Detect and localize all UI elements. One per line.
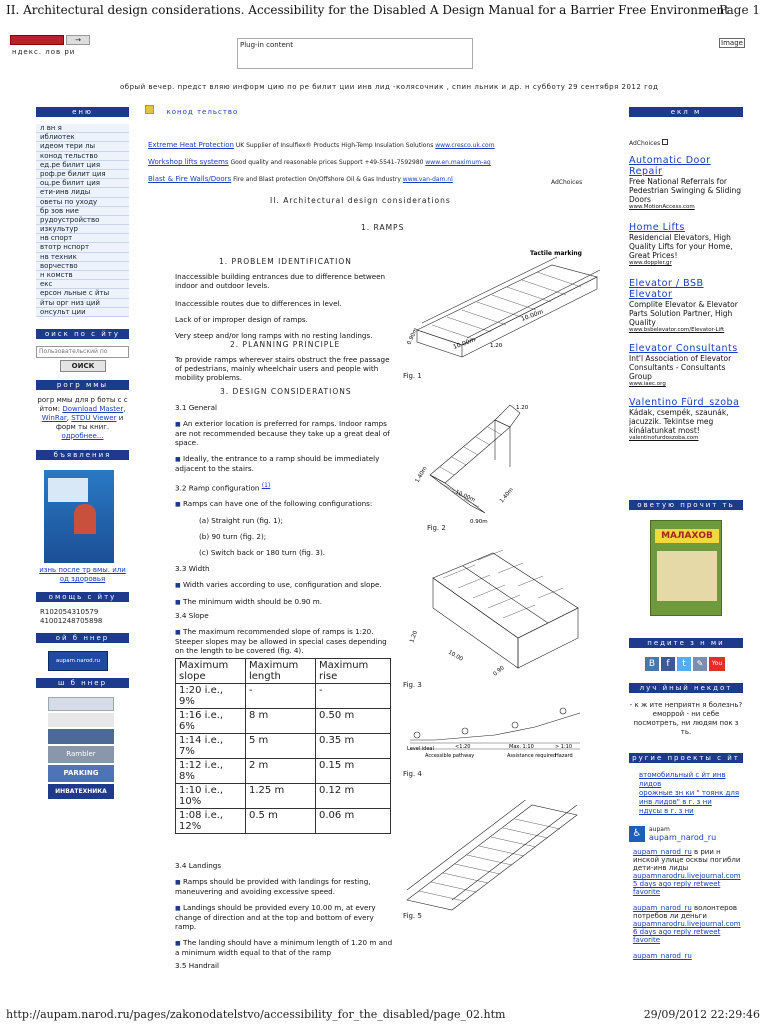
ramps-heading: 1. RAMPS	[361, 223, 405, 232]
slope-item: ■ The maximum recommended slope of ramps is 1:20. Steeper slopes may be allowed in special cases depending on the length to be covered (fig. 4).	[175, 627, 387, 656]
general-item: ■ Ideally, the entrance to a ramp should be immediately adjacent to the stairs.	[175, 454, 380, 473]
fig1-label: 10.00m	[520, 308, 545, 323]
landing-item: ■ The landing should have a minimum length of 1.20 m and a minimum width equal to that of the ramp	[175, 938, 393, 957]
menu-item[interactable]: роф.ре билит ция	[36, 170, 129, 179]
general-heading: 3.1 General	[175, 403, 218, 412]
menu-item[interactable]: оветы по уходу	[36, 198, 129, 207]
config-item: ■ Ramps can have one of the following configurations:	[175, 499, 373, 509]
projects-title: ругие проекты с йт	[629, 753, 743, 763]
menu-item[interactable]: нв спорт	[36, 234, 129, 243]
book-cover[interactable]	[44, 470, 114, 563]
problem-line: Inaccessible building entrances due to difference between indoor and outdoor levels.	[175, 272, 386, 290]
main-menu	[36, 124, 129, 317]
table-header: Maximum slope	[176, 659, 246, 684]
table-row: 1:08 i.e., 12% 0.5 m 0.06 m	[176, 809, 391, 834]
tweet-link[interactable]: aupamnarodru.livejournal.com	[633, 872, 741, 880]
counter-banner[interactable]	[48, 697, 114, 711]
ad-item	[148, 171, 588, 188]
tweet-user[interactable]: aupam_narod_ru	[633, 904, 692, 912]
right-ad	[629, 278, 743, 333]
ad-title[interactable]: Blast & Fire Walls/Doors	[148, 175, 232, 183]
ad-url[interactable]: www.en.maximum-ag	[425, 159, 491, 166]
ad-title[interactable]: Extreme Heat Protection	[148, 141, 234, 149]
fig3-label: 1.20	[409, 630, 420, 644]
project-link[interactable]: орожные зн ки " тоянк для инв лидов" в г. з ни	[639, 789, 740, 806]
wallet-z: 41001248705898	[40, 616, 103, 625]
site-logo[interactable]	[10, 35, 64, 45]
design-heading: 3. DESIGN CONSIDERATIONS	[220, 387, 352, 396]
right-ad-text: Complite Elevator & Elevator Parts Solution Partner, High Quality	[629, 300, 738, 327]
fig-caption: Fig. 2	[427, 524, 446, 532]
your-banner-title: ш б ннер	[36, 678, 129, 688]
project-link[interactable]: ндусы в г. з ни	[639, 807, 694, 815]
book-title: МАЛАХОВ	[655, 529, 719, 543]
ad-url[interactable]: www.cresco.uk.com	[435, 142, 495, 149]
right-ad	[629, 343, 743, 387]
ad-title[interactable]: Workshop lifts systems	[148, 158, 229, 166]
fig2-label: 10.00m	[454, 489, 476, 504]
slope-table	[175, 658, 391, 834]
figure-1	[402, 245, 602, 375]
right-ad-url[interactable]: www.doppler.gr	[629, 260, 672, 266]
ad-item	[148, 154, 588, 171]
book-icon	[145, 105, 154, 114]
greeting-text: обрый вечер. предст вляю информ цию по ре билит ции инв лид -колясочник , спин льник и др. н субботу 29 сентября 2012 год	[120, 83, 659, 91]
right-ad-url[interactable]: www.iaec.org	[629, 381, 666, 387]
right-ad-title[interactable]: Elevator / BSB Elevator	[629, 278, 704, 300]
stdu-viewer-link[interactable]: STDU Viewer	[71, 413, 117, 422]
adchoices-label[interactable]: AdChoices	[551, 179, 583, 186]
menu-title: еню	[36, 107, 129, 117]
fig2-label: 1.40m	[498, 486, 515, 505]
menu-item[interactable]: конод тельство	[36, 152, 129, 161]
social-icons	[645, 657, 743, 671]
tweet-user[interactable]: aupam_narod_ru	[633, 848, 692, 856]
tweet-list	[629, 848, 743, 960]
right-ad-title[interactable]: Valentino Fürd_szoba	[629, 397, 740, 408]
tweet-meta[interactable]: 5 days ago reply retweet favorite	[633, 880, 721, 896]
problem-line: Lack of or improper design of ramps.	[175, 315, 308, 324]
projects-list	[629, 771, 743, 816]
menu-item[interactable]: йты орг низ ций	[36, 299, 129, 308]
fig1-label: 1.20	[490, 343, 503, 349]
table-row: 1:12 i.e., 8% 2 m 0.15 m	[176, 759, 391, 784]
menu-item[interactable]: ворчество	[36, 262, 129, 271]
right-ad-title[interactable]: Automatic Door Repair	[629, 155, 711, 177]
programs-tail: и форм ты книг.	[55, 413, 124, 431]
problem-line: Inaccessible routes due to differences in level.	[175, 299, 342, 308]
twitter-name[interactable]: aupam_narod_ru	[649, 833, 717, 842]
counter-banner[interactable]	[48, 713, 114, 727]
fig4-label: Hazard	[555, 753, 573, 759]
handrail-heading: 3.5 Handrail	[175, 961, 219, 970]
table-header: Maximum length	[246, 659, 316, 684]
right-ad	[629, 397, 743, 441]
tweet-meta[interactable]: 6 days ago reply retweet favorite	[633, 928, 721, 944]
fig1-label: Tactile marking	[530, 250, 582, 257]
figure-2	[410, 395, 540, 525]
menu-item[interactable]: оц.ре билит ция	[36, 179, 129, 188]
fig-caption: Fig. 3	[403, 681, 422, 689]
ads-title: бъявления	[36, 450, 129, 460]
programs-text: рогр ммы для р боты с с йтом:	[37, 395, 128, 413]
width-heading: 3.3 Width	[175, 564, 210, 574]
twitter-label: aupam	[649, 826, 670, 833]
tweet: aupam_narod_ru волонтеров потребов ли деньги aupamnarodru.livejournal.com 6 days ago reply retweet favorite	[633, 904, 743, 944]
plugin-content: Plug-in content	[237, 38, 473, 69]
menu-item[interactable]: нв техник	[36, 253, 129, 262]
facebook-icon[interactable]: f	[661, 657, 675, 671]
right-sidebar	[629, 107, 743, 441]
invatechnika-banner[interactable]: ИНВАТЕХНИКА	[48, 784, 114, 799]
ad-text: Fire and Blast protection On/Offshore Oil & Gas Industry	[233, 176, 401, 183]
fig4-label: Accessible pathway	[425, 753, 475, 759]
recommended-book[interactable]	[650, 520, 722, 616]
planning-text: To provide ramps wherever stairs obstruct the free passage of pedestrians, mainly wheelchair users and people with mobility problems.	[175, 355, 390, 382]
right-ad-text: Int'l Association of Elevator Consultants - Consultants Group	[629, 354, 732, 381]
tweet-link[interactable]: aupamnarodru.livejournal.com	[633, 920, 741, 928]
fig2-label: 0.90m	[470, 519, 488, 525]
ad-text: UK Supplier of Insulfiex® Products High-Temp Insulation Solutions	[235, 142, 434, 149]
project-link[interactable]: втомобильный с йт инв лидов	[639, 771, 726, 788]
figure-3	[403, 548, 583, 680]
search-input[interactable]	[36, 346, 129, 358]
programs-block: рогр ммы для р боты с с йтом: Download Master, WinRar, STDU Viewer и форм ты книг. одробнее...	[37, 395, 128, 440]
fig-caption: Fig. 4	[403, 770, 422, 778]
twitter-icon[interactable]: t	[677, 657, 691, 671]
planning-heading: 2. PLANNING PRINCIPLE	[230, 340, 341, 349]
menu-item[interactable]: ети-инв лиды	[36, 188, 129, 197]
anecdote-text: - к ж ите неприятн я болезнь? емоpрой - ни себе посмотреть, ни людям пок з ть.	[629, 701, 743, 736]
recommend-title: оветую прочит ть	[629, 500, 743, 510]
figure-4	[405, 705, 585, 775]
search-button[interactable]: ОИСК	[60, 360, 106, 372]
right-ad	[629, 155, 743, 210]
section-title: II. Architectural design considerations	[270, 196, 451, 205]
wallet-r: R102054310579	[40, 607, 99, 616]
menu-item[interactable]: рудоустройство	[36, 216, 129, 225]
center-ads	[148, 137, 588, 188]
help-title: омощь с йту	[36, 592, 129, 602]
ad-item	[148, 137, 588, 154]
tweet	[633, 952, 743, 960]
menu-item[interactable]: ерсон льные с йты	[36, 289, 129, 298]
right-ad	[629, 222, 743, 266]
tweet-user[interactable]: aupam_narod_ru	[633, 952, 692, 960]
landing-item: ■ Ramps should be provided with landings for resting, maneuvering and avoiding excessive speed.	[175, 877, 371, 896]
menu-item[interactable]: ед.ре билит ция	[36, 161, 129, 170]
vk-icon[interactable]: В	[645, 657, 659, 671]
my-banner-title: ой б ннер	[36, 633, 129, 643]
right-ads-title: екл м	[629, 107, 743, 117]
landings-heading: 3.4 Landings	[175, 861, 222, 870]
menu-item[interactable]: онсульт ции	[36, 308, 129, 317]
parking-banner[interactable]: PARKING	[48, 765, 114, 782]
menu-item[interactable]: изкультур	[36, 225, 129, 234]
page-number: Page 1	[719, 3, 760, 17]
document-title: II. Architectural design considerations. Accessibility for the Disabled A Design Manual for a Barrier Free Environment	[6, 3, 729, 17]
tweet: aupam_narod_ru в рии н инской улице осквы погибли дети-инв лиды aupamnarodru.livejournal.com 5 days ago reply retweet favorite	[633, 848, 743, 896]
fig4-label: Level ideal	[407, 746, 434, 752]
fig-caption: Fig. 1	[403, 372, 422, 380]
config-option: (b) 90 turn (fig. 2);	[199, 532, 267, 542]
figure-5	[402, 800, 582, 915]
table-row: 1:16 i.e., 6% 8 m 0.50 m	[176, 709, 391, 734]
fig3-label: 0.90	[492, 665, 506, 678]
menu-item[interactable]: л вн я	[36, 124, 129, 133]
breadcrumb-link[interactable]: конод тельство	[166, 108, 239, 116]
anecdote-title: луч йный некдот	[629, 683, 743, 693]
banner-list	[48, 697, 114, 799]
twitter-widget-header	[629, 826, 743, 842]
book-caption[interactable]: изнь после тр вмы. или од здоровья	[39, 565, 126, 583]
width-item: ■ The minimum width should be 0.90 m.	[175, 597, 323, 607]
dictionary-label: ндекс. лов ри	[12, 48, 76, 56]
right-ad-url[interactable]: valentinofurdoszoba.com	[629, 435, 699, 441]
config-option: (c) Switch back or 180 turn (fig. 3).	[199, 548, 326, 558]
right-ad-text: Free National Referrals for Pedestrian Swinging & Sliding Doors	[629, 177, 741, 204]
general-item: ■ An exterior location is preferred for ramps. Indoor ramps are not recommended because they take up a great deal of space.	[175, 419, 390, 447]
footer-datetime: 29/09/2012 22:29:46	[643, 1008, 760, 1021]
config-heading: 3.2 Ramp configuration $^{(1)}$	[175, 482, 271, 493]
landings-body	[175, 861, 393, 970]
rambler-banner[interactable]: Rambler	[48, 746, 114, 763]
landing-item: ■ Landings should be provided every 10.00 m, at every change of direction and at the top and bottom of every ramp.	[175, 903, 376, 931]
counter-banner[interactable]	[48, 729, 114, 744]
problem-heading: 1. PROBLEM IDENTIFICATION	[219, 257, 352, 266]
fig3-label: 10.00	[447, 649, 464, 663]
ad-url[interactable]: www.van-dam.nl	[402, 176, 453, 183]
right-lower	[629, 500, 743, 960]
menu-item[interactable]: втотр нспорт	[36, 243, 129, 252]
left-sidebar	[36, 107, 129, 799]
width-item: ■ Width varies according to use, configuration and slope.	[175, 580, 382, 590]
right-ad-text: Kádak, csempék, szaunák, jacuzzik. Tekintse meg kínálatunkat most!	[629, 408, 729, 435]
table-row: 1:20 i.e., 9% - -	[176, 684, 391, 709]
fig4-label: Max. 1:10	[509, 744, 534, 750]
fig2-label: 1.20	[516, 405, 529, 411]
fig1-label: 10.00m	[452, 336, 477, 351]
fig4-label: > 1:10	[555, 744, 573, 750]
search-title: оиск по с йту	[36, 329, 129, 339]
right-ad-title[interactable]: Home Lifts	[629, 222, 685, 233]
programs-more-link[interactable]: одробнее...	[61, 431, 104, 440]
fig1-label: 0.90m	[406, 327, 420, 346]
footnote-link[interactable]: (1)	[261, 482, 271, 489]
dictionary-button[interactable]: →	[66, 35, 90, 45]
right-ad-text: Residencial Elevators, High Quality Lifts for your Home, Great Prices!	[629, 233, 733, 260]
design-body	[175, 403, 393, 655]
image-placeholder: Image	[719, 38, 745, 48]
adchoices-icon	[662, 139, 668, 145]
menu-item[interactable]: иблиотек	[36, 133, 129, 142]
config-option: (a) Straight run (fig. 1);	[199, 516, 283, 526]
table-row: 1:10 i.e., 10% 1.25 m 0.12 m	[176, 784, 391, 809]
menu-item[interactable]: н комств	[36, 271, 129, 280]
breadcrumb	[145, 105, 238, 116]
menu-item[interactable]: идеом тери лы	[36, 142, 129, 151]
right-ad-url[interactable]: www.MotionAccess.com	[629, 204, 695, 210]
menu-item[interactable]: екс	[36, 280, 129, 289]
right-adchoices[interactable]: AdChoices	[629, 139, 743, 147]
winrar-link[interactable]: WinRar	[41, 413, 67, 422]
problem-line: Very steep and/or long ramps with no resting landings.	[175, 331, 373, 340]
footer-url: http://aupam.narod.ru/pages/zakonodatelstvo/accessibility_for_the_disabled/page_02.htm	[6, 1008, 506, 1021]
menu-item[interactable]: бр зов ние	[36, 207, 129, 216]
slope-heading: 3.4 Slope	[175, 611, 209, 621]
table-row: 1:14 i.e., 7% 5 m 0.35 m	[176, 734, 391, 759]
livejournal-icon[interactable]: ✎	[693, 657, 707, 671]
programs-title: рогр ммы	[36, 380, 129, 390]
my-banner[interactable]: aupam.narod.ru	[48, 651, 108, 671]
fig2-label: 1.40m	[414, 465, 429, 484]
table-header: Maximum rise	[316, 659, 391, 684]
fig4-label: Assistance required	[507, 753, 557, 759]
wheelchair-icon: ♿	[629, 826, 645, 842]
right-ad-url[interactable]: www.bsbelevator.com/Elevator-Lift	[629, 327, 725, 333]
ad-text: Good quality and reasonable prices Support +49-5541-7592980	[230, 159, 424, 166]
fig4-label: <1:20	[455, 744, 471, 750]
problem-text	[175, 272, 391, 340]
right-ad-title[interactable]: Elevator Consultants	[629, 343, 738, 354]
youtube-icon[interactable]: You	[709, 657, 725, 671]
help-block	[36, 608, 129, 626]
fig-caption: Fig. 5	[403, 912, 422, 920]
share-title: педите з н ми	[629, 638, 743, 648]
download-master-link[interactable]: Download Master	[62, 404, 124, 413]
